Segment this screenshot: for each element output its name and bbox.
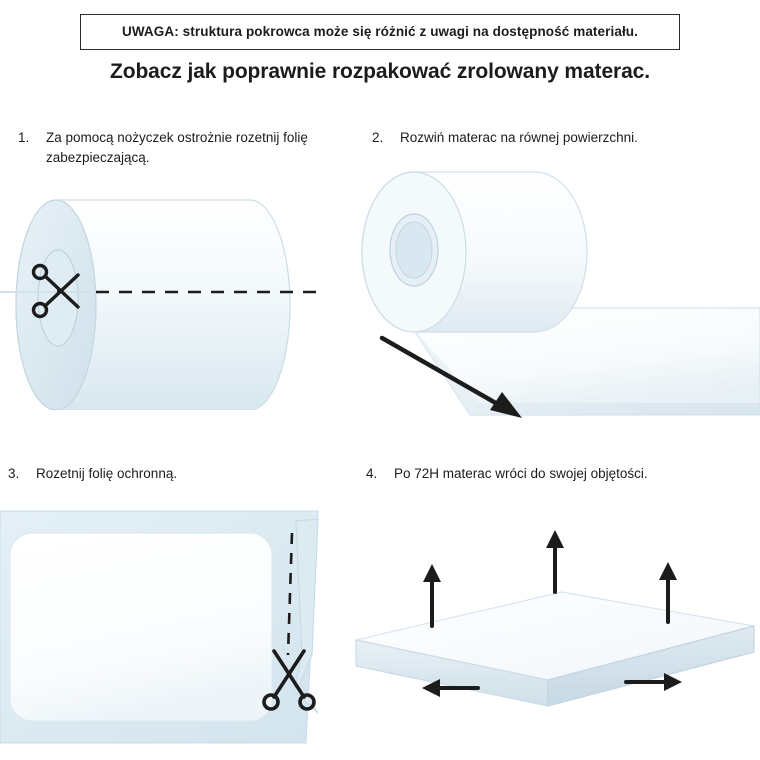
step-1-number: 1. <box>18 130 30 145</box>
roll-inner-hole <box>38 250 78 346</box>
step-1-illustration <box>0 180 340 410</box>
step-1-caption <box>18 128 328 167</box>
step-1-text: Za pomocą nożyczek ostrożnie rozetnij folię zabezpieczającą. <box>46 130 308 165</box>
step-4-illustration <box>350 530 760 730</box>
step-3-number: 3. <box>8 466 20 481</box>
roll-hole-2-inner <box>396 222 432 278</box>
notice-text: UWAGA: struktura pokrowca może się różnić z uwagi na dostępność materiału. <box>121 24 638 39</box>
step-3-caption <box>8 464 328 484</box>
notice-bar <box>80 14 680 50</box>
step-4-caption <box>366 464 726 484</box>
page-title: Zobacz jak poprawnie rozpakować zrolowany materac. <box>110 60 650 83</box>
step-3-illustration <box>0 505 340 750</box>
expand-arrow-center <box>546 530 564 592</box>
step-2-caption <box>372 128 712 148</box>
step-4-text: Po 72H materac wróci do swojej objętości. <box>394 466 648 481</box>
step-2-number: 2. <box>372 130 384 145</box>
step-2-text: Rozwiń materac na równej powierzchni. <box>400 130 638 145</box>
step-2-illustration <box>350 160 760 430</box>
step-4-number: 4. <box>366 466 378 481</box>
flat-mattress <box>10 533 272 721</box>
expand-arrow-left <box>423 564 441 626</box>
step-3-text: Rozetnij folię ochronną. <box>36 466 178 481</box>
